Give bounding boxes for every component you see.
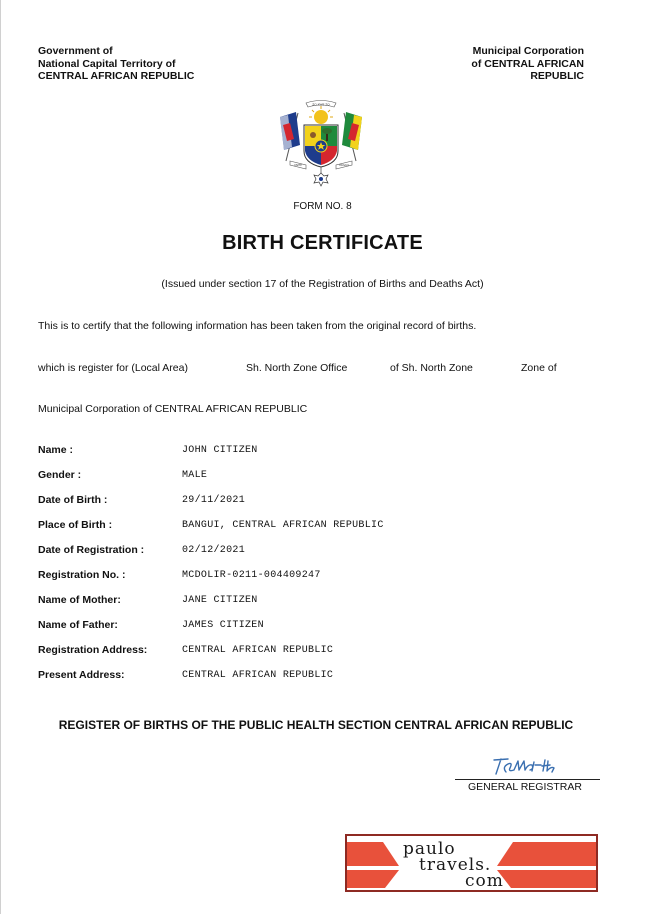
field-value: CENTRAL AFRICAN REPUBLIC	[182, 645, 334, 656]
signature-icon	[488, 752, 568, 778]
watermark-text-2: travels.	[419, 855, 492, 875]
issuer-right-line-2: of CENTRAL AFRICAN	[471, 57, 584, 70]
field-label: Registration No. :	[38, 569, 126, 581]
field-label: Name of Mother:	[38, 594, 121, 606]
issuer-right-line-1: Municipal Corporation	[472, 45, 584, 57]
local-area-of: of Sh. North Zone	[390, 362, 473, 374]
issuer-right-line-3: REPUBLIC	[530, 70, 584, 82]
field-label: Registration Address:	[38, 644, 148, 656]
issuer-left-line-2: National Capital Territory of	[38, 57, 176, 70]
local-area-prefix: which is register for (Local Area)	[38, 362, 188, 374]
issuer-left	[38, 45, 194, 83]
medal-icon	[314, 167, 328, 186]
coat-of-arms-icon	[276, 95, 366, 187]
field-value: MCDOLIR-0211-004409247	[182, 570, 321, 581]
field-value: 02/12/2021	[182, 545, 246, 556]
field-label: Date of Registration :	[38, 544, 145, 556]
field-label: Name :	[38, 444, 74, 456]
page-edge	[0, 0, 1, 914]
field-label: Name of Father:	[38, 619, 118, 631]
field-value: 29/11/2021	[182, 495, 246, 506]
form-number: FORM NO. 8	[293, 201, 352, 212]
field-label: Gender :	[38, 469, 82, 481]
local-area-zone-of: Zone of	[521, 362, 557, 374]
field-value: CENTRAL AFRICAN REPUBLIC	[182, 670, 334, 681]
ribbon-text: ZO KWE ZO	[312, 102, 330, 107]
field-value: BANGUI, CENTRAL AFRICAN REPUBLIC	[182, 520, 384, 531]
field-value: MALE	[182, 470, 208, 481]
certificate-title: BIRTH CERTIFICATE	[222, 232, 423, 254]
issuer-left-line-1: Government of	[38, 45, 113, 57]
issuer-right	[471, 45, 584, 83]
motto-left: UNITE	[294, 164, 302, 167]
field-value: JANE CITIZEN	[182, 595, 258, 606]
watermark-text-1: paulo	[403, 839, 456, 859]
signature-line	[455, 779, 600, 780]
local-area-office: Sh. North Zone Office	[246, 362, 348, 374]
motto-right: TRAVAIL	[338, 164, 350, 167]
field-label: Place of Birth :	[38, 519, 113, 531]
register-title: REGISTER OF BIRTHS OF THE PUBLIC HEALTH SECTION CENTRAL AFRICAN REPUBLIC	[58, 718, 574, 732]
field-value: JOHN CITIZEN	[182, 445, 258, 456]
signature-label: GENERAL REGISTRAR	[468, 781, 582, 793]
field-label: Date of Birth :	[38, 494, 108, 506]
certify-text: This is to certify that the following information has been taken from the original record of births.	[38, 320, 477, 332]
watermark-logo	[345, 834, 598, 892]
issued-under-text: (Issued under section 17 of the Registration of Births and Deaths Act)	[161, 278, 484, 290]
municipal-line: Municipal Corporation of CENTRAL AFRICAN REPUBLIC	[38, 403, 308, 415]
right-flag	[342, 112, 362, 161]
sun-icon	[309, 106, 333, 124]
watermark-text-3: com	[465, 871, 504, 891]
field-label: Present Address:	[38, 669, 125, 681]
field-value: JAMES CITIZEN	[182, 620, 264, 631]
shield	[304, 125, 338, 167]
issuer-left-line-3: CENTRAL AFRICAN REPUBLIC	[38, 70, 195, 82]
left-flag	[280, 112, 300, 161]
